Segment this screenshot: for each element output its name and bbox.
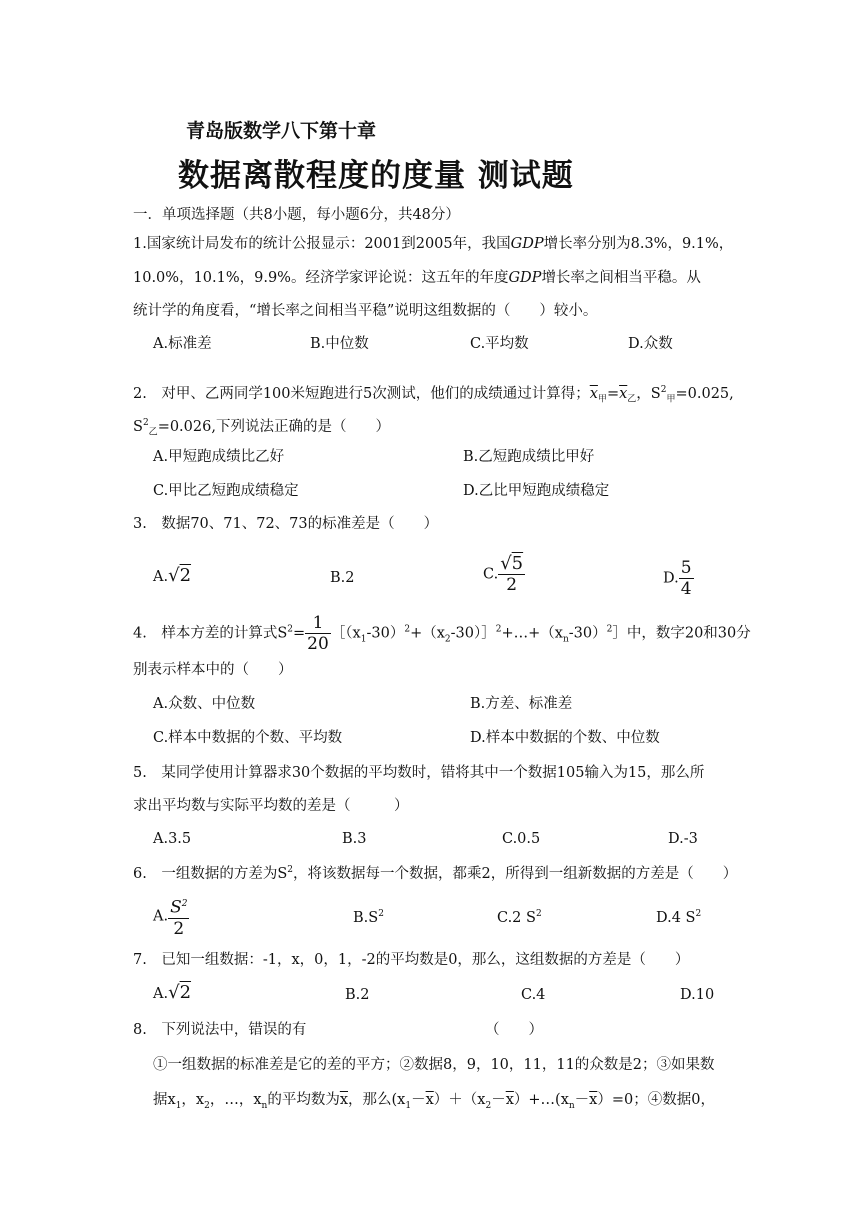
page-title: 数据离散程度的度量 测试题 (178, 158, 574, 194)
q3-stem: 3. 数据70、71、72、73的标准差是（ ） (133, 516, 439, 532)
q5-option-a: A.3.5 (153, 831, 192, 847)
q7-option-c: C.4 (521, 987, 546, 1003)
q7-option-d: D.10 (680, 987, 715, 1003)
q2-line1: 2. 对甲、乙两同学100米短跑进行5次测试，他们的成绩通过计算得；$\overline{x}_甲=\overline{x}_乙$，$S^2_甲=0.025$, (133, 385, 734, 405)
q1-option-d: D.众数 (628, 336, 673, 352)
q1-line3: 统计学的角度看，“增长率之间相当平稳”说明这组数据的（ ）较小。 (133, 303, 598, 319)
q3-option-d: D. $\frac{5}{4}$ (663, 558, 692, 599)
q2-option-b: B.乙短跑成绩比甲好 (463, 449, 595, 465)
q8-line2: 据$x_1$，$x_2$，…，$x_n$的平均数为$\overline{x}$，那么$(x_1-\overline{x})+(x_2-\overline{x})+\dots(x_n-\overline{x})=0$；④数据0， (153, 1092, 715, 1111)
q7-option-b: B.2 (345, 987, 370, 1003)
q4-line1: 4. 样本方差的计算式$S^2=$ $\frac{1}{20}$ $[(x_1-30)^2+(x_2-30)]^2+\dots+(x_n-30)^2]$中，数字20和30分 (133, 613, 751, 654)
q6-option-d: D.4 $S^2$ (656, 909, 702, 926)
q6-option-a: A. $\frac{S^2}{2}$ (153, 894, 189, 939)
q2-option-c: C.甲比乙短跑成绩稳定 (153, 483, 299, 499)
q5-line2: 求出平均数与实际平均数的差是（ ） (133, 798, 409, 814)
q4-option-b: B.方差、标准差 (470, 696, 573, 712)
q1-option-a: A.标准差 (153, 336, 212, 352)
q4-option-d: D.样本中数据的个数、中位数 (470, 730, 660, 746)
q5-line1: 5. 某同学使用计算器求30个数据的平均数时，错将其中一个数据105输入为15，那么所 (133, 765, 705, 781)
q2-line2: $S^2_乙=0.026$,下列说法正确的是（ ） (133, 418, 390, 438)
q7-option-a: A.√2 (153, 982, 192, 1003)
q1-line1: 1.国家统计局发布的统计公报显示：2001到2005年，我国GDP增长率分别为8.3%，9.1%， (133, 236, 734, 252)
q5-option-b: B.3 (342, 831, 367, 847)
q5-option-d: D.-3 (668, 831, 698, 847)
q2-option-a: A.甲短跑成绩比乙好 (153, 449, 285, 465)
section-heading: 一．单项选择题（共8小题，每小题6分，共48分） (133, 207, 460, 223)
q6-line1: 6. 一组数据的方差为$S^2$，将该数据每一个数据，都乘2，所得到一组新数据的方差是（ ） (133, 865, 738, 882)
q8-answer-paren: （ ） (485, 1022, 543, 1038)
q3-option-c: C. $\frac{√5}{2}$ (483, 553, 524, 595)
q4-option-a: A.众数、中位数 (153, 696, 256, 712)
q4-option-c: C.样本中数据的个数、平均数 (153, 730, 343, 746)
q5-option-c: C.0.5 (502, 831, 541, 847)
q2-option-d: D.乙比甲短跑成绩稳定 (463, 483, 610, 499)
q1-option-c: C.平均数 (470, 336, 529, 352)
q4-line2: 别表示样本中的（ ） (133, 662, 293, 678)
q3-option-a: A.√2 (153, 565, 192, 586)
q8-stem: 8. 下列说法中，错误的有 (133, 1022, 307, 1038)
q8-line1: ①一组数据的标准差是它的差的平方；②数据8，9，10，11，11的众数是2；③如果数 (153, 1057, 715, 1073)
q1-line2: 10.0%，10.1%，9.9%。经济学家评论说：这五年的年度GDP增长率之间相当平稳。从 (133, 270, 701, 286)
q6-option-c: C.2 $S^2$ (497, 909, 542, 926)
q7-stem: 7. 已知一组数据：-1，x，0，1，-2的平均数是0，那么，这组数据的方差是（ ） (133, 952, 690, 968)
q3-option-b: B.2 (330, 570, 355, 586)
q6-option-b: $B.S^2$ (353, 909, 384, 926)
subtitle: 青岛版数学八下第十章 (186, 120, 377, 142)
q1-option-b: B.中位数 (310, 336, 369, 352)
